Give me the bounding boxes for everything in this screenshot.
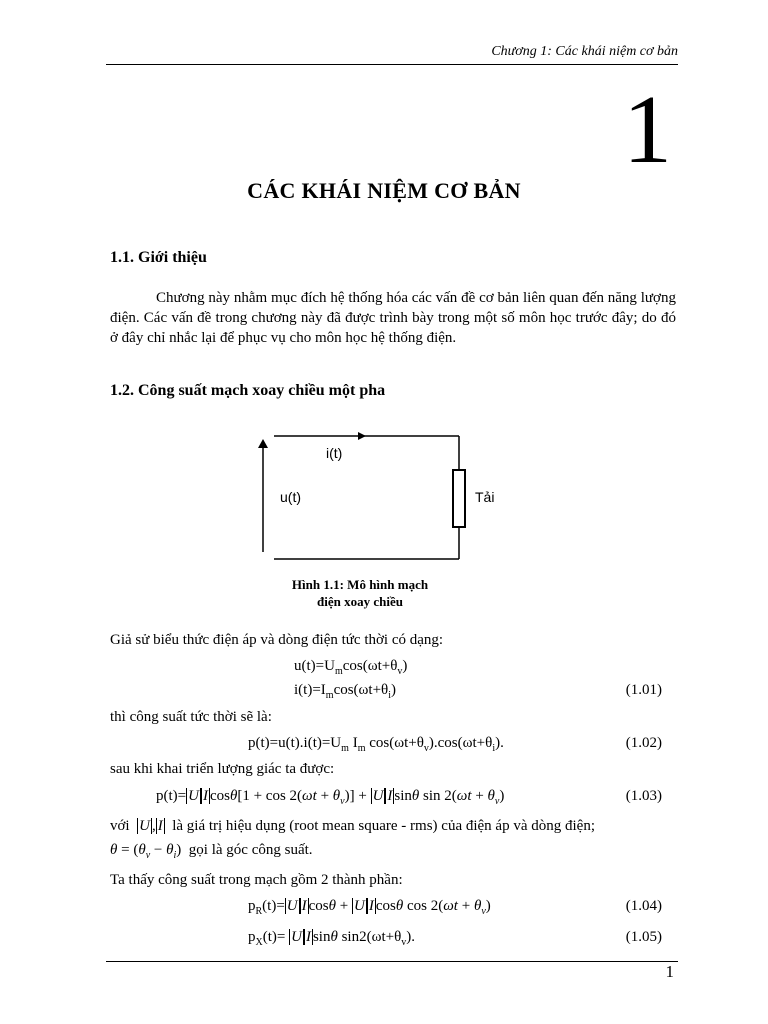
instant-power-intro: thì công suất tức thời sẽ là: — [110, 709, 272, 725]
current-label: i(t) — [326, 445, 343, 461]
equation-number-1-04: (1.04) — [625, 898, 662, 914]
figure-caption — [0, 576, 720, 610]
page-number: 1 — [665, 962, 674, 981]
rms-prefix: với — [110, 818, 130, 834]
voltage-arrow-icon — [258, 439, 268, 448]
caption-line-1: Hình 1.1: Mô hình mạch — [291, 577, 429, 592]
section-1-1-heading: 1.1. Giới thiệu — [110, 249, 207, 266]
current-equation: $i(t)=I_m\cos(\omega t+\theta_i)$ — [294, 682, 397, 701]
voltage-label: u(t) — [280, 489, 301, 505]
equation-number-1-01: (1.01) — [625, 682, 662, 698]
expanded-power-equation: p(t)= U I $\cos\theta[1 + \cos 2(\omega t + \theta_v)] + U$ I sinθ $\sin 2(\omega t + \theta_v)$ — [156, 788, 505, 807]
chapter-number: 1 — [623, 76, 672, 184]
rms-line: với U , I là giá trị hiệu dụng (root mean square - rms) của điện áp và dòng điện; — [110, 818, 595, 834]
power-angle-line: $\theta = (\theta_v - \theta_i)$ gọi là góc công suất. — [110, 842, 313, 861]
load-label: Tải — [475, 489, 495, 505]
reactive-power-equation: $p_X(t)= U$ I sinθ $\sin 2(\omega t+\theta_v)$. — [248, 929, 416, 948]
voltage-equation: $u(t)=U_m\cos(\omega t+\theta_v)$ — [294, 658, 408, 677]
current-arrow-icon — [358, 432, 366, 440]
ac-circuit-diagram — [240, 420, 500, 570]
section-1-1-paragraph — [110, 288, 676, 348]
power-angle-text: gọi là góc công suất. — [188, 842, 313, 858]
components-intro: Ta thấy công suất trong mạch gồm 2 thành phần: — [110, 872, 403, 888]
caption-line-2: điện xoay chiều — [317, 594, 403, 609]
load-resistor-icon — [453, 470, 465, 527]
equation-number-1-05: (1.05) — [625, 929, 662, 945]
equation-number-1-02: (1.02) — [625, 735, 662, 751]
expansion-intro: sau khi khai triển lượng giác ta được: — [110, 761, 335, 777]
equation-intro-text: Giả sử biểu thức điện áp và dòng điện tức thời có dạng: — [110, 632, 444, 648]
real-power-equation: $p_R(t)= U$ I cosθ + U I cosθ $\cos 2(\omega t + \theta_v)$ — [248, 898, 491, 917]
equation-number-1-03: (1.03) — [625, 788, 662, 804]
section-1-2-heading: 1.2. Công suất mạch xoay chiều một pha — [110, 382, 386, 399]
rms-description: là giá trị hiệu dụng (root mean square - rms) của điện áp và dòng điện; — [172, 818, 595, 834]
instant-power-equation: $p(t)=u(t).i(t)=U_m$ $I_m$ $\cos(\omega t+\theta_v).\cos(\omega t+\theta_i)$. — [248, 735, 504, 754]
intro-paragraph: Chương này nhằm mục đích hệ thống hóa các vấn đề cơ bản liên quan đến năng lượng điện. Các vấn đề trong chương này đã được trình bày trong một số môn học trước đây; do đó ở đây chỉ nhắc lại để phục vụ cho môn học hệ thống điện. — [110, 290, 676, 346]
running-header: Chương 1: Các khái niệm cơ bản — [491, 44, 678, 59]
header-rule — [106, 64, 678, 65]
footer-rule — [106, 961, 678, 962]
chapter-title: CÁC KHÁI NIỆM CƠ BẢN — [247, 178, 521, 203]
